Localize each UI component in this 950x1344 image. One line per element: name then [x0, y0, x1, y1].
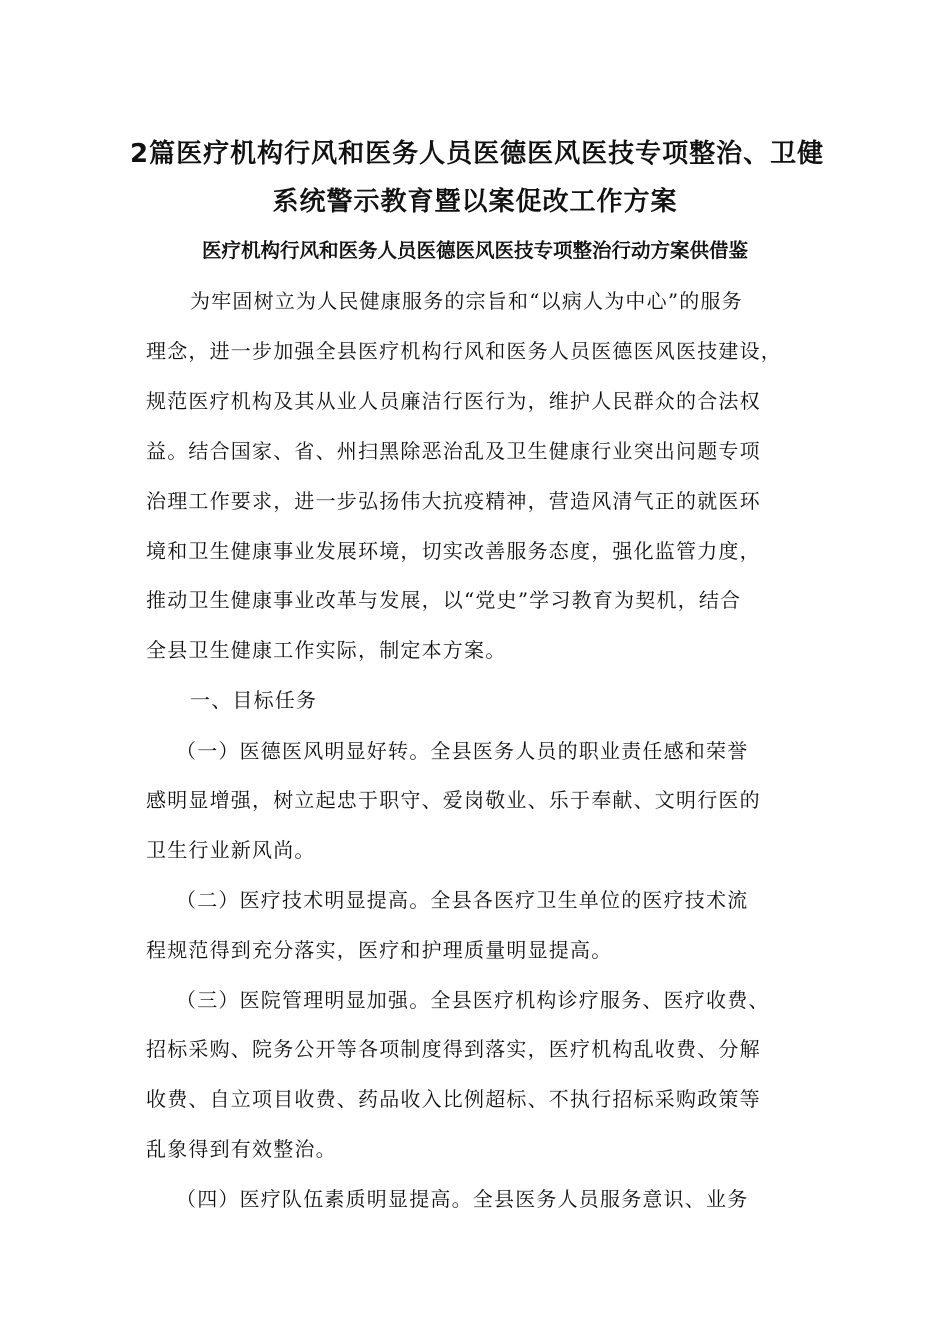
item-3-line-4: 乱象得到有效整治。 [146, 1137, 337, 1161]
item-1-line-3: 卫生行业新风尚。 [146, 838, 316, 862]
item-4-line-1: （四）医疗队伍素质明显提高。全县医务人员服务意识、业务 [176, 1187, 749, 1211]
document-subtitle: 医疗机构行风和医务人员医德医风医技专项整治行动方案供借鉴 [201, 239, 748, 262]
item-2-line-1: （二）医疗技术明显提高。全县各医疗卫生单位的医疗技术流 [176, 888, 749, 912]
paragraph-intro-line-8: 全县卫生健康工作实际，制定本方案。 [146, 638, 507, 662]
item-2-line-2: 程规范得到充分落实，医疗和护理质量明显提高。 [146, 938, 613, 962]
item-3-line-1: （三）医院管理明显加强。全县医疗机构诊疗服务、医疗收费、 [176, 988, 770, 1012]
paragraph-intro-line-6: 境和卫生健康事业发展环境，切实改善服务态度，强化监管力度， [146, 539, 761, 563]
item-1-line-2: 感明显增强，树立起忠于职守、爱岗敬业、乐于奉献、文明行医的 [146, 788, 761, 812]
document-title-line-2: 系统警示教育暨以案促改工作方案 [272, 187, 678, 217]
item-1-line-1: （一）医德医风明显好转。全县医务人员的职业责任感和荣誉 [176, 739, 749, 763]
paragraph-intro-line-2: 理念，进一步加强全县医疗机构行风和医务人员医德医风医技建设， [146, 339, 782, 363]
paragraph-intro-line-4: 益。结合国家、省、州扫黑除恶治乱及卫生健康行业突出问题专项 [146, 439, 761, 463]
item-3-line-3: 收费、自立项目收费、药品收入比例超标、不执行招标采购政策等 [146, 1087, 761, 1111]
paragraph-intro-line-7: 推动卫生健康事业改革与发展，以“党史”学习教育为契机，结合 [146, 588, 742, 612]
paragraph-intro-line-5: 治理工作要求，进一步弘扬伟大抗疫精神，营造风清气正的就医环 [146, 489, 761, 513]
document-title-line-1: 2篇医疗机构行风和医务人员医德医风医技专项整治、卫健 [130, 139, 825, 169]
section-heading-goals: 一、目标任务 [190, 688, 318, 712]
paragraph-intro-line-1: 为牢固树立为人民健康服务的宗旨和“以病人为中心”的服务 [190, 289, 743, 313]
paragraph-intro-line-3: 规范医疗机构及其从业人员廉洁行医行为，维护人民群众的合法权 [146, 389, 761, 413]
item-3-line-2: 招标采购、院务公开等各项制度得到落实，医疗机构乱收费、分解 [146, 1037, 761, 1061]
